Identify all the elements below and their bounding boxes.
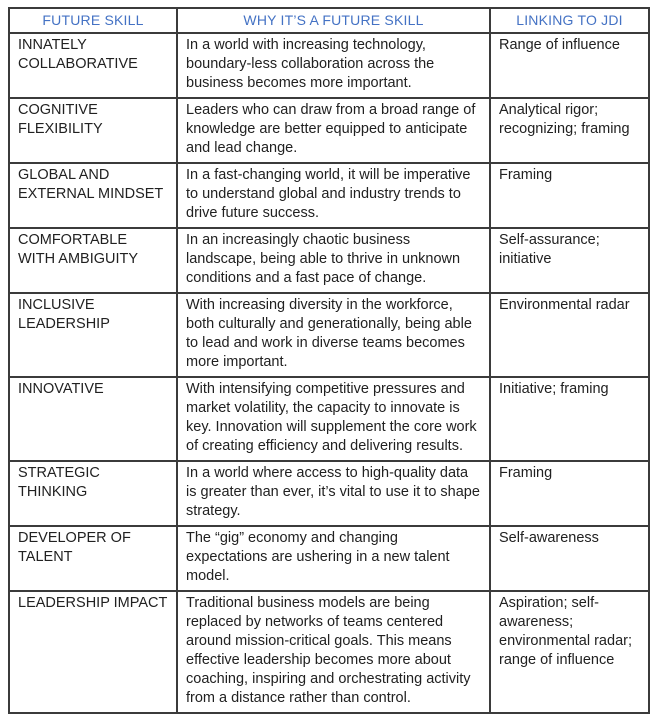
header-row bbox=[9, 8, 649, 33]
future-skill-cell: COGNITIVE FLEXIBILITY bbox=[9, 98, 177, 163]
jdi-cell: Self-awareness bbox=[490, 526, 649, 591]
why-cell: Traditional business models are being replaced by networks of teams centered around mission-critical goals. This means effective leadership becomes more about coaching, inspiring and orchestrating activity from a distance rather than control. bbox=[177, 591, 490, 713]
table-row bbox=[9, 163, 649, 228]
table-row bbox=[9, 98, 649, 163]
why-cell: The “gig” economy and changing expectations are ushering in a new talent model. bbox=[177, 526, 490, 591]
table-row bbox=[9, 33, 649, 98]
why-cell: In an increasingly chaotic business landscape, being able to thrive in unknown conditions and a fast pace of change. bbox=[177, 228, 490, 293]
future-skill-cell: LEADERSHIP IMPACT bbox=[9, 591, 177, 713]
why-cell: In a fast-changing world, it will be imperative to understand global and industry trends to drive future success. bbox=[177, 163, 490, 228]
future-skill-cell: GLOBAL AND EXTERNAL MINDSET bbox=[9, 163, 177, 228]
why-cell: In a world where access to high-quality data is greater than ever, it’s vital to use it to shape strategy. bbox=[177, 461, 490, 526]
jdi-cell: Framing bbox=[490, 461, 649, 526]
jdi-cell: Analytical rigor; recognizing; framing bbox=[490, 98, 649, 163]
jdi-cell: Self-assurance; initiative bbox=[490, 228, 649, 293]
table-row bbox=[9, 293, 649, 377]
future-skill-cell: INNATELY COLLABORATIVE bbox=[9, 33, 177, 98]
future-skills-table bbox=[8, 7, 650, 714]
header-linking-to-jdi: LINKING TO JDI bbox=[490, 8, 649, 33]
future-skill-cell: STRATEGIC THINKING bbox=[9, 461, 177, 526]
jdi-cell: Range of influence bbox=[490, 33, 649, 98]
jdi-cell: Environmental radar bbox=[490, 293, 649, 377]
why-cell: Leaders who can draw from a broad range of knowledge are better equipped to anticipate and lead change. bbox=[177, 98, 490, 163]
why-cell: With increasing diversity in the workforce, both culturally and generationally, being able to lead and work in diverse teams becomes more important. bbox=[177, 293, 490, 377]
table-row bbox=[9, 377, 649, 461]
table-row bbox=[9, 228, 649, 293]
why-cell: In a world with increasing technology, boundary-less collaboration across the business becomes more important. bbox=[177, 33, 490, 98]
future-skill-cell: INNOVATIVE bbox=[9, 377, 177, 461]
table-row bbox=[9, 461, 649, 526]
jdi-cell: Framing bbox=[490, 163, 649, 228]
why-cell: With intensifying competitive pressures and market volatility, the capacity to innovate is key. Innovation will supplement the core work of creating efficiency and delivering results. bbox=[177, 377, 490, 461]
header-why-future-skill: WHY IT’S A FUTURE SKILL bbox=[177, 8, 490, 33]
future-skill-cell: INCLUSIVE LEADERSHIP bbox=[9, 293, 177, 377]
table-row bbox=[9, 526, 649, 591]
header-future-skill: FUTURE SKILL bbox=[9, 8, 177, 33]
future-skill-cell: COMFORTABLE WITH AMBIGUITY bbox=[9, 228, 177, 293]
jdi-cell: Initiative; framing bbox=[490, 377, 649, 461]
future-skill-cell: DEVELOPER OF TALENT bbox=[9, 526, 177, 591]
jdi-cell: Aspiration; self-awareness; environmental radar; range of influence bbox=[490, 591, 649, 713]
